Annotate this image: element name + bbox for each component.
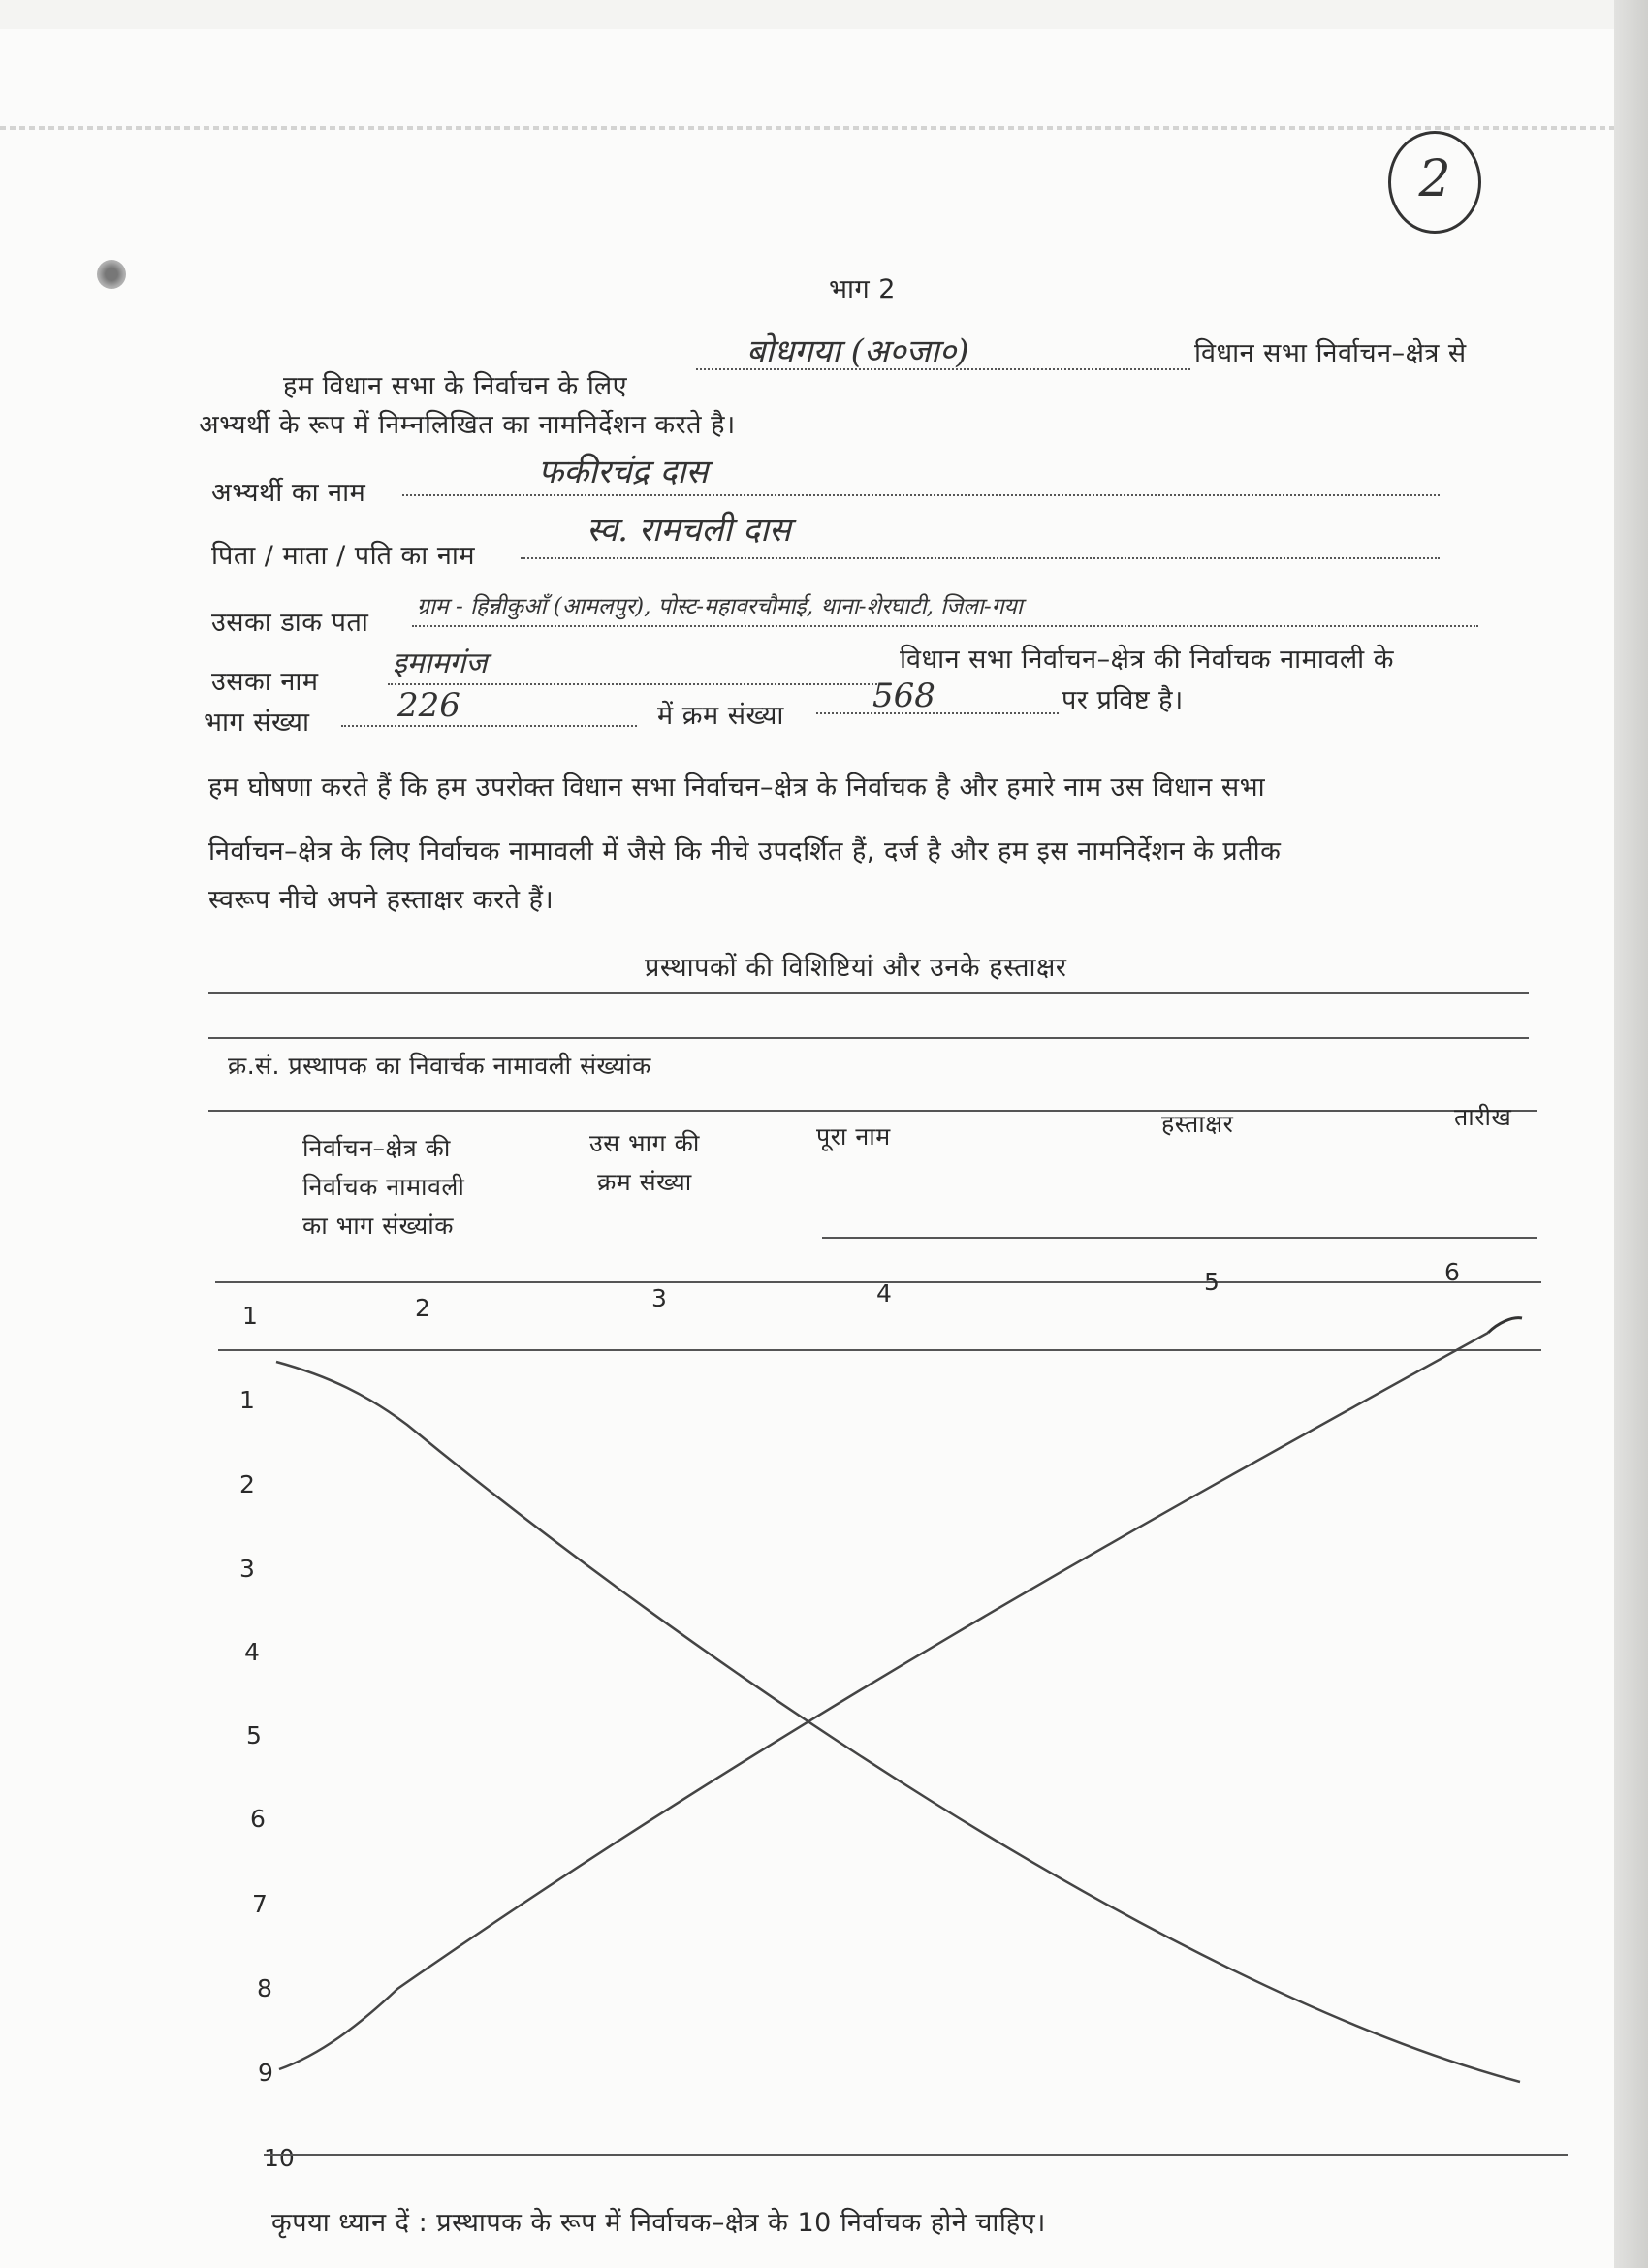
table-title: प्रस्थापकों की विशिष्टियां और उनके हस्ताक्षर xyxy=(645,953,1067,983)
col4-header: पूरा नाम xyxy=(816,1122,891,1150)
strike-line-1 xyxy=(276,1362,1520,2082)
col2-header-line-3: का भाग संख्यांक xyxy=(302,1212,454,1240)
col-number-3: 3 xyxy=(651,1284,667,1312)
col-number-5: 5 xyxy=(1204,1268,1220,1296)
part-label: भाग संख्या xyxy=(204,708,310,738)
col-number-2: 2 xyxy=(415,1294,430,1322)
constituency-value: बोधगया (अ०जा०) xyxy=(746,332,969,371)
footnote: कृपया ध्यान दें : प्रस्थापक के रूप में निर्वाचक–क्षेत्र के 10 निर्वाचक होने चाहिए। xyxy=(271,2208,1046,2238)
row-number-9: 9 xyxy=(258,2059,273,2087)
row-number-2: 2 xyxy=(239,1470,255,1498)
col3-header-line-2: क्रम संख्या xyxy=(597,1168,692,1196)
parent-name-value: स्व. रामचली दास xyxy=(586,511,791,550)
row-number-3: 3 xyxy=(239,1555,255,1583)
intro-suffix: विधान सभा निर्वाचन–क्षेत्र से xyxy=(1194,338,1467,368)
col2-header-line-1: निर्वाचन–क्षेत्र की xyxy=(302,1134,451,1162)
page-number-circle: 2 xyxy=(1388,131,1481,234)
name-label: उसका नाम xyxy=(211,667,319,697)
col-number-6: 6 xyxy=(1444,1258,1460,1286)
row-number-6: 6 xyxy=(250,1805,266,1833)
col-number-1: 1 xyxy=(242,1302,258,1330)
row-number-8: 8 xyxy=(257,1974,272,2002)
row-number-1: 1 xyxy=(239,1386,255,1414)
parent-name-label: पिता / माता / पति का नाम xyxy=(211,541,475,571)
declaration-line-2: निर्वाचन–क्षेत्र के लिए निर्वाचक नामावली में जैसे कि नीचे उपदर्शित हैं, दर्ज है और हम इस नामनिर्देशन के प्रतीक xyxy=(208,836,1282,866)
col5-header: हस्ताक्षर xyxy=(1161,1110,1234,1138)
serial-label: में क्रम संख्या xyxy=(657,701,784,731)
row-number-10: 10 xyxy=(264,2144,295,2172)
candidate-name-value: फकीरचंद्र दास xyxy=(538,453,709,491)
strike-hook xyxy=(1488,1318,1522,1333)
name-value: इमामगंज xyxy=(393,646,488,680)
serial-value: 568 xyxy=(872,677,935,715)
address-label: उसका डाक पता xyxy=(211,608,369,638)
declaration-line-1: हम घोषणा करते हैं कि हम उपरोक्त विधान सभा निर्वाचन–क्षेत्र के निर्वाचक है और हमारे नाम उस विधान सभा xyxy=(208,772,1266,803)
row-number-4: 4 xyxy=(244,1638,260,1666)
serial-suffix: पर प्रविष्ट है। xyxy=(1062,685,1184,715)
name-suffix: विधान सभा निर्वाचन–क्षेत्र की निर्वाचक नामावली के xyxy=(900,645,1394,675)
col2-header-line-2: निर्वाचक नामावली xyxy=(302,1173,465,1201)
section-heading: भाग 2 xyxy=(829,274,896,304)
table-group-header: क्र.सं. प्रस्थापक का निवार्चक नामावली संख्यांक xyxy=(228,1052,651,1080)
intro-line2: अभ्यर्थी के रूप में निम्नलिखित का नामनिर्देशन करते है। xyxy=(199,410,736,440)
table-bottom-rule xyxy=(264,2154,1568,2156)
row-number-7: 7 xyxy=(252,1890,268,1918)
declaration-line-3: स्वरूप नीचे अपने हस्ताक्षर करते हैं। xyxy=(208,885,555,915)
col-number-4: 4 xyxy=(876,1279,892,1307)
col3-header-line-1: उस भाग की xyxy=(589,1129,700,1157)
strike-line-2 xyxy=(279,1333,1488,2069)
candidate-name-label: अभ्यर्थी का नाम xyxy=(211,478,366,508)
address-value: ग्राम - हिन्नीकुआँ (आमलपुर), पोस्ट-महावरचौमाई, थाना-शेरघाटी, जिला-गया xyxy=(417,594,1023,619)
part-value: 226 xyxy=(397,686,460,725)
col6-header: तारीख xyxy=(1454,1103,1512,1131)
intro-prefix: हम विधान सभा के निर्वाचन के लिए xyxy=(283,371,628,401)
row-number-5: 5 xyxy=(246,1721,262,1749)
